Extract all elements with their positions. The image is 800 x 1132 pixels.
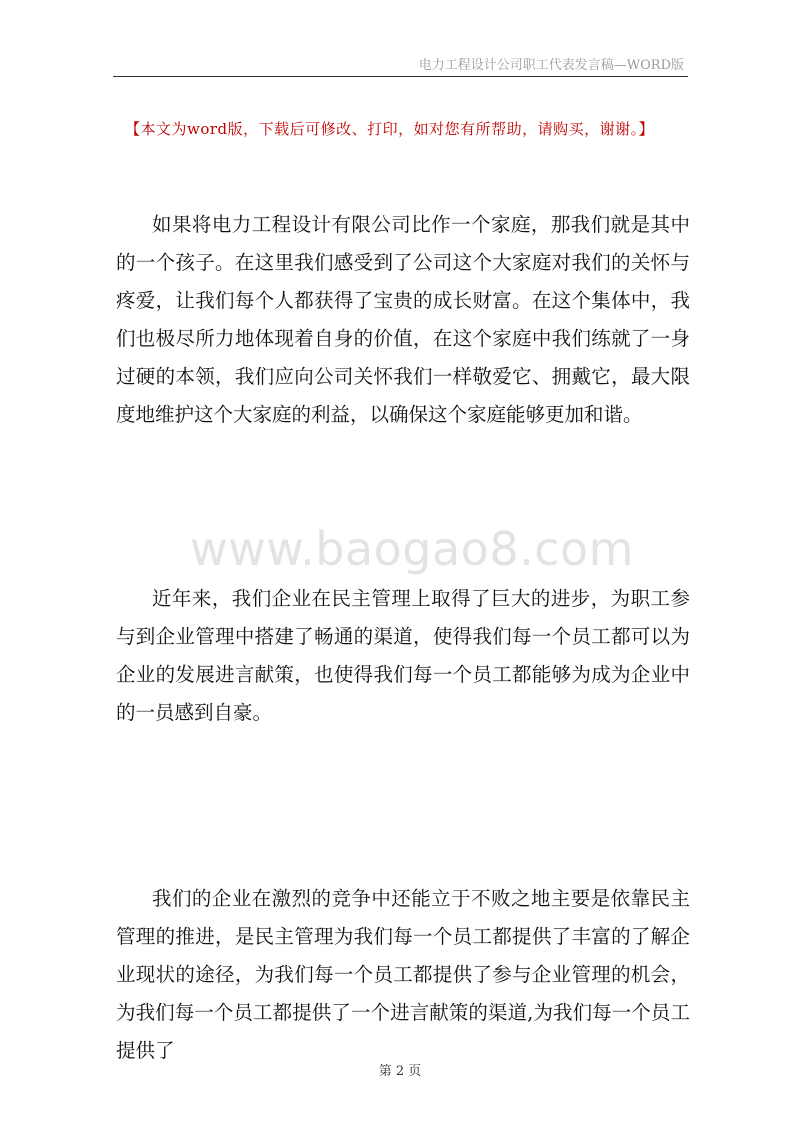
paragraph-2: 近年来，我们企业在民主管理上取得了巨大的进步，为职工参与到企业管理中搭建了畅通的渠道，使得我们每一个员工都可以为企业的发展进言献策，也使得我们每一个员工都能够为成为企业中的一员感到自豪。 — [116, 587, 690, 724]
paragraph-3: 我们的企业在激烈的竞争中还能立于不败之地主要是依靠民主管理的推进，是民主管理为我们每一个员工都提供了丰富的了解企业现状的途径，为我们每一个员工都提供了参与企业管理的机会，为我们每一个员工都提供了一个进言献策的渠道,为我们每一个员工提供了 — [116, 887, 690, 1062]
page-number: 第 2 页 — [378, 1064, 422, 1079]
watermark: www.baogao8.com — [190, 522, 634, 576]
paragraph-1: 如果将电力工程设计有限公司比作一个家庭，那我们就是其中的一个孩子。在这里我们感受到了公司这个大家庭对我们的关怀与疼爱，让我们每个人都获得了宝贵的成长财富。在这个集体中，我们也极尽所力地体现着自身的价值，在这个家庭中我们练就了一身过硬的本领，我们应向公司关怀我们一样敬爱它、拥戴它，最大限度地维护这个大家庭的利益，以确保这个家庭能够更加和谐。 — [116, 213, 690, 426]
download-notice: 【本文为word版，下载后可修改、打印，如对您有所帮助，请购买，谢谢。】 — [125, 120, 655, 138]
header-title: 电力工程设计公司职工代表发言稿—WORD版 — [418, 58, 684, 73]
header-divider — [113, 76, 688, 77]
